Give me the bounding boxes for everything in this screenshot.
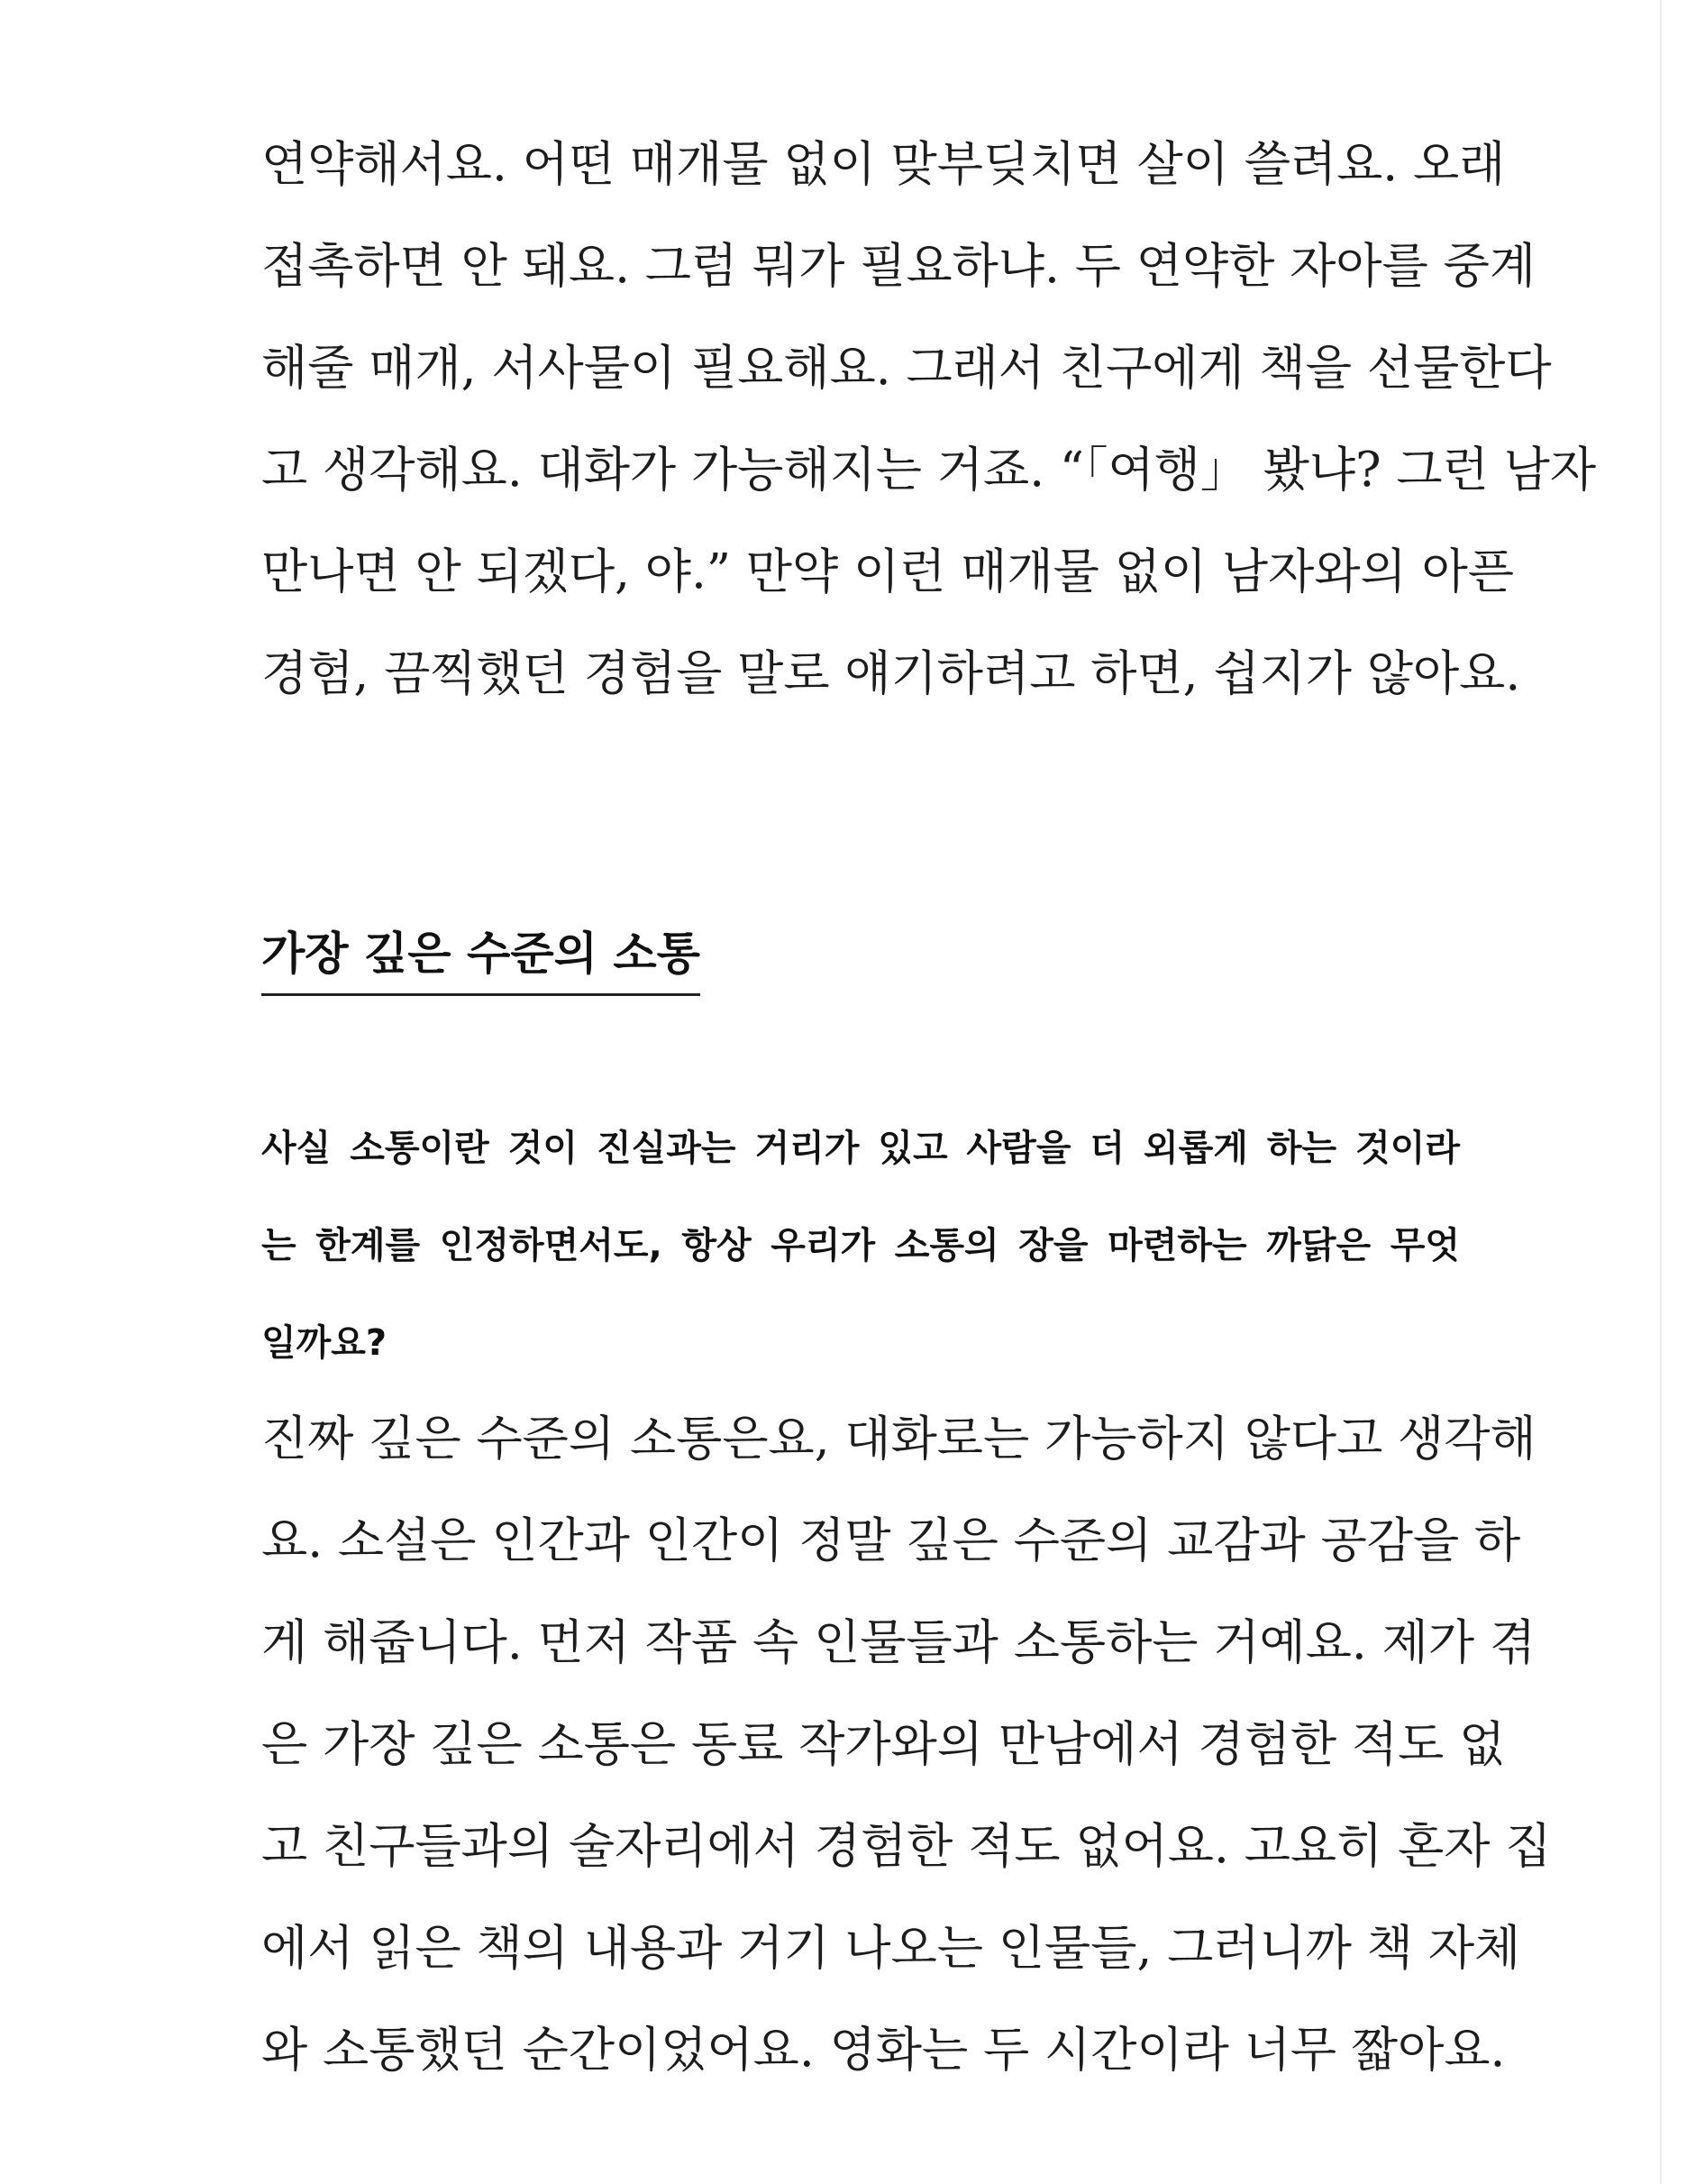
section-heading: 가장 깊은 수준의 소통 — [261, 918, 700, 996]
interview-question — [261, 1100, 1460, 1392]
answer-line: 게 해줍니다. 먼저 작품 속 인물들과 소통하는 거예요. 제가 겪 — [261, 1615, 1536, 1670]
question-line: 일까요? — [261, 1322, 388, 1364]
answer-line: 와 소통했던 순간이었어요. 영화는 두 시간이라 너무 짧아요. — [261, 2023, 1506, 2078]
top-paragraph — [261, 114, 1597, 725]
paragraph-line: 연약해서요. 어떤 매개물 없이 맞부딪치면 살이 쓸려요. 오래 — [261, 137, 1506, 192]
page-edge-shadow — [1660, 0, 1662, 2184]
interview-answer — [261, 1388, 1552, 2101]
question-line: 사실 소통이란 것이 진실과는 거리가 있고 사람을 더 외롭게 하는 것이라 — [261, 1128, 1460, 1169]
answer-line: 은 가장 깊은 소통은 동료 작가와의 만남에서 경험한 적도 없 — [261, 1717, 1506, 1772]
paragraph-line: 만나면 안 되겠다, 야.” 만약 이런 매개물 없이 남자와의 아픈 — [261, 544, 1514, 599]
paragraph-line: 고 생각해요. 대화가 가능해지는 거죠. “「여행」 봤냐? 그런 남자 — [261, 443, 1597, 498]
question-line: 는 한계를 인정하면서도, 항상 우리가 소통의 장을 마련하는 까닭은 무엇 — [261, 1225, 1460, 1266]
paragraph-line: 경험, 끔찍했던 경험을 말로 얘기하려고 하면, 쉽지가 않아요. — [261, 646, 1521, 701]
answer-line: 고 친구들과의 술자리에서 경험한 적도 없어요. 고요히 혼자 집 — [261, 1819, 1552, 1874]
paragraph-line: 해줄 매개, 서사물이 필요해요. 그래서 친구에게 책을 선물한다 — [261, 341, 1552, 396]
answer-line: 진짜 깊은 수준의 소통은요, 대화로는 가능하지 않다고 생각해 — [261, 1412, 1536, 1467]
answer-line: 에서 읽은 책의 내용과 거기 나오는 인물들, 그러니까 책 자체 — [261, 1921, 1521, 1976]
answer-line: 요. 소설은 인간과 인간이 정말 깊은 수준의 교감과 공감을 하 — [261, 1513, 1521, 1568]
paragraph-line: 접촉하면 안 돼요. 그럼 뭐가 필요하냐. 두 연약한 자아를 중계 — [261, 239, 1536, 294]
